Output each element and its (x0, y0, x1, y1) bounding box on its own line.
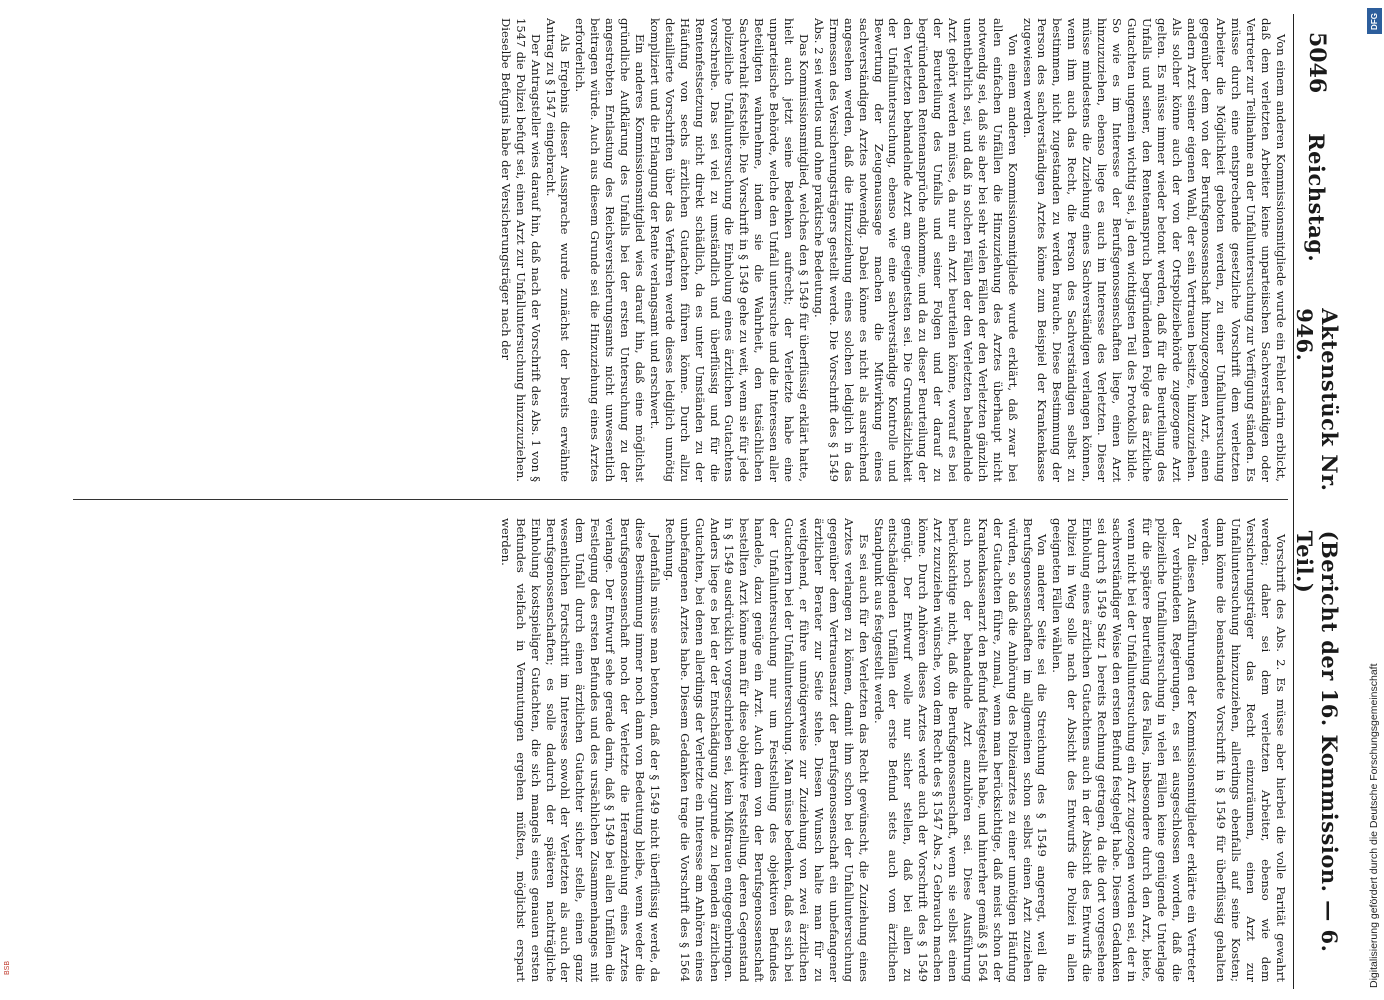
right-column (73, 518, 1288, 982)
column-divider (73, 499, 1288, 500)
paragraph: Von einem anderen Kommissionsmitgliede wurde erklärt, daß zwar bei allen einfachen Unfällen die Hinzuziehung des Arztes überhaupt nicht notwendig sei, daß sie aber bei sehr vielen Fällen der den Verletzten gänzlich unentbehrlich sei, und daß in solchen Fällen der den Verletzten behandelnde Arzt gehört werden müsse, da nur ein Arzt beurteilen könne, worauf es bei der Beurteilung des Unfalls und seiner Folgen und der darauf zu begründenden Rentenansprüche ankomme, und da zu dieser Beurteilung der den Verletzten behandelnde Arzt am geeignetsten sei. Die Grundsätzlichkeit der Unfalluntersuchung, ebenso wie eine sachverständige Kontrolle und Bewertung der Zeugenaussage machen die Mitwirkung eines sachverständigen Arztes notwendig. Dabei könne es nicht als ausreichend angesehen werden, daß die Hinzuziehung eines solchen lediglich in das Ermessen des Versicherungsträgers gestellt werde. Die Vorschrift des § 1549 Abs. 2 sei wertlos und ohne praktische Bedeutung. (811, 18, 1020, 482)
text-columns (73, 18, 1288, 986)
paragraph: Zu diesen Ausführungen der Kommissionsmitglieder erklärte ein Vertreter der verbündeten Regierungen, es sei ausgeschlossen worden, daß die polizeiliche Unfalluntersuchung in vielen Fällen keine genügende Unterlage für die spätere Beurteilung des Falles, insbesondere durch den Arzt, biete, wenn nicht bei der Unfalluntersuchung ein Arzt zugezogen worden sei, der in sachverständiger Weise den ersten Befund festgelegt habe. Diesem Gedanken sei durch § 1549 Satz 1 bereits Rechnung getragen, da die dort vorgesehene Einholung eines ärztlichen Gutachtens auch in der Absicht des Entwurfs die Polizei in Weg solle nach der Absicht des Entwurfs die Polizei in allen geeigneten Fällen wählen. (1050, 518, 1199, 982)
header-center: Aktenstück Nr. 946. (1292, 308, 1342, 492)
header-right: (Bericht der 16. Kommission. — 6. Teil.) (1292, 530, 1342, 953)
rotated-page (50, 14, 1340, 989)
paragraph: Jedenfalls müsse man betonen, daß der § 1549 nicht überflüssig werde, da diese Bestimmung immer noch dann von Bedeutung bleibe, wenn weder die Berufsgenossenschaft noch der Verletzte die Heranziehung eines Arztes verlange. Der Entwurf sehe gerade darin, daß § 1549 bei allen Unfällen die Festlegung des ersten Befundes und des ursächlichen Zusammenhanges mit dem Unfall durch einen ärztlichen Gutachter sicher stelle, einen ganz wesentlichen Fortschritt im Interesse sowohl der Verletzten als auch der Berufsgenossenschaften; es solle dadurch der späteren nachträgliche Einholung kostspieliger Gutachten, die sich mangels eines genauen ersten Befundes vielfach in Vermutungen ergehen müßten, möglichst erspart werden. (498, 518, 662, 982)
library-mark: BSB (4, 960, 11, 975)
paragraph: Das Kommissionsmitglied, welches den § 1549 für überflüssig erklärt hatte, hielt auch jetzt seine Bedenken aufrecht; der Verletzte habe eine unparteiische Behörde, welche den Unfall untersuche und die Interessen aller Beteiligten wahrnehme, indem sie die Wahrheit, den tatsächlichen Sachverhalt feststelle. Die Vorschrift in § 1549 gehe zu weit, wenn sie für jede polizeiliche Unfalluntersuchung die Einholung eines ärztlichen Gutachtens vorschreibe. Das sei viel zu umständlich und überflüssig und für die Rentenfestsetzung nicht direkt schädlich, da es unter Umständen zu der Häufung von sechs ärztlichen Gutachten führen könne. Durch allzu detaillierte Vorschriften über das Verfahren werde dieses lediglich unnötig kompliziert und die Erlangung der Rente verlangsamt und erschwert. (647, 18, 811, 482)
paragraph: Der Antragsteller wies darauf hin, daß nach der Vorschrift des Abs. 1 von § 1547 die Polizei befugt sei, einen Arzt zur Unfalluntersuchung hinzuzuziehen. Dieselbe Befugnis habe der Versicherungsträger nach der (498, 18, 543, 482)
paragraph: Von anderer Seite sei die Streichung des § 1549 angeregt, weil die Berufsgenossenschaften im allgemeinen schon selbst einen Arzt zuziehen würden, so daß die Anhörung des Polizeiarztes zu einer unnötigen Häufung der Gutachten führe, zumal, wenn man berücksichtige, daß meist schon der Krankenkassenarzt den Befund festgestellt habe, und hinterher gemäß § 1564 auch noch der behandelnde Arzt anzuhören sei. Diese Ausführung berücksichtige nicht, daß die Berufsgenossenschaft, wenn sie selbst einen Arzt zuzuziehen wünsche, von dem Recht des § 1547 Abs. 2 Gebrauch machen könne. Durch Anhören dieses Arztes werde auch der Vorschrift des § 1549 genügt. Der Entwurf wolle nur sicher stellen, daß bei allen zu entschädigenden Unfällen der erste Befund stets auch vom ärztlichen Standpunkt aus festgestellt werde. (871, 518, 1050, 982)
paragraph: Es sei auch für den Verletzten das Recht gewünscht, die Zuziehung eines Arztes verlangen zu können, damit ihm schon bei der Unfalluntersuchung gegenüber dem Vertrauensarzt der Berufsgenossenschaft ein unbefangener ärztlicher Berater zur Seite stehe. Diesen Wunsch halte man für zu weitgehend, er führe unnötigerweise zur Zuziehung von zwei ärztlichen Gutachtern bei der Unfalluntersuchung. Man müsse bedenken, daß es sich bei der Unfalluntersuchung nur um Feststellung des objektiven Befundes handele, dazu genüge ein Arzt. Auch dem von der Berufsgenossenschaft bestellten Arzt könne man für diese objektive Feststellung, deren Gegenstand in § 1549 ausdrücklich vorgeschrieben sei, kein Mißtrauen entgegenbringen. Anders liege es bei der der Entschädigung zugrunde zu legenden ärztlichen Gutachten, bei denen allerdings der Verletzte ein Interesse am Anhören eines unbefangenen Arztes habe. Diesem Gedanken trage die Vorschrift des § 1564 Rechnung. (662, 518, 871, 982)
paragraph: Von einem anderen Kommissionsmitgliede wurde ein Fehler darin erblickt, daß dem verletzten Arbeiter keine unparteiischen Sachverständigen oder Vertreter zur Teilnahme an der Unfalluntersuchung zur Verfügung ständen. Es müsse durch eine entsprechende gesetzliche Vorschrift dem verletzten Arbeiter die Möglichkeit geboten werden, zu einer Unfalluntersuchung gegenüber dem von der Berufsgenossenschaft hinzugezogenen Arzt, einen andern Arzt seiner eigenen Wahl, der sein Vertrauen besitze, hinzuzuziehen. Als solcher könne auch der von der Ortspolizeibehörde zugezogene Arzt gelten. Es müsse immer wieder betont werden, daß für die Beurteilung des Unfalls und seiner, den Rentenanspruch begründenden Folge das ärztliche Gutachten ungemein wichtig sei, ja den wichtigsten Teil des Protokolls bilde. So wie es im Interesse der Berufsgenossenschaften liege, einen Arzt hinzuzuziehen, ebenso liege es auch im Interesse des Verletzten. Dieser müsse mindestens die Zuziehung eines Sachverständigen verlangen können, wenn ihm auch das Recht, die Person des Sachverständigen selbst zu bestimmen, nicht zugestanden zu werden brauche. Diese Bestimmung der Person des sachverständigen Arztes könne zum Beispiel der Krankenkasse zugewiesen werden. (1020, 18, 1288, 482)
paragraph: Ein anderes Kommissionsmitglied wies darauf hin, daß eine möglichst gründliche Aufklärung des Unfalls bei der ersten Untersuchung zu der angestrebten Entlastung des Reichsversicherungsamts nicht unwesentlich beitragen würde. Auch aus diesem Grunde sei die Hinzuziehung eines Arztes erforderlich. (573, 18, 648, 482)
margin-note-text: Digitalisierung gefördert durch die Deutsche Forschungsgemeinschaft (1368, 663, 1380, 988)
paragraph: Als Ergebnis dieser Aussprache wurde zunächst der bereits erwähnte Antrag zu § 1547 eingebracht. (543, 18, 573, 482)
page-number: 5046 (1304, 32, 1330, 94)
dfg-logo: DFG (1367, 8, 1382, 34)
page-header (1293, 14, 1340, 989)
header-left: Reichstag. (1304, 133, 1330, 263)
margin-note (1368, 8, 1384, 998)
paragraph: Vorschrift des Abs. 2. Es müsse aber hierbei die volle Parität gewahrt werden; daher sei dem verletzten Arbeiter, ebenso wie dem Versicherungsträger das Recht einzuräumen, einen Arzt zur Unfalluntersuchung hinzuzuziehen, allerdings ebenfalls auf seine Kosten; dann könne die beanstandete Vorschrift in § 1549 für überflüssig gehalten werden. (1199, 518, 1288, 982)
left-column (73, 18, 1288, 482)
